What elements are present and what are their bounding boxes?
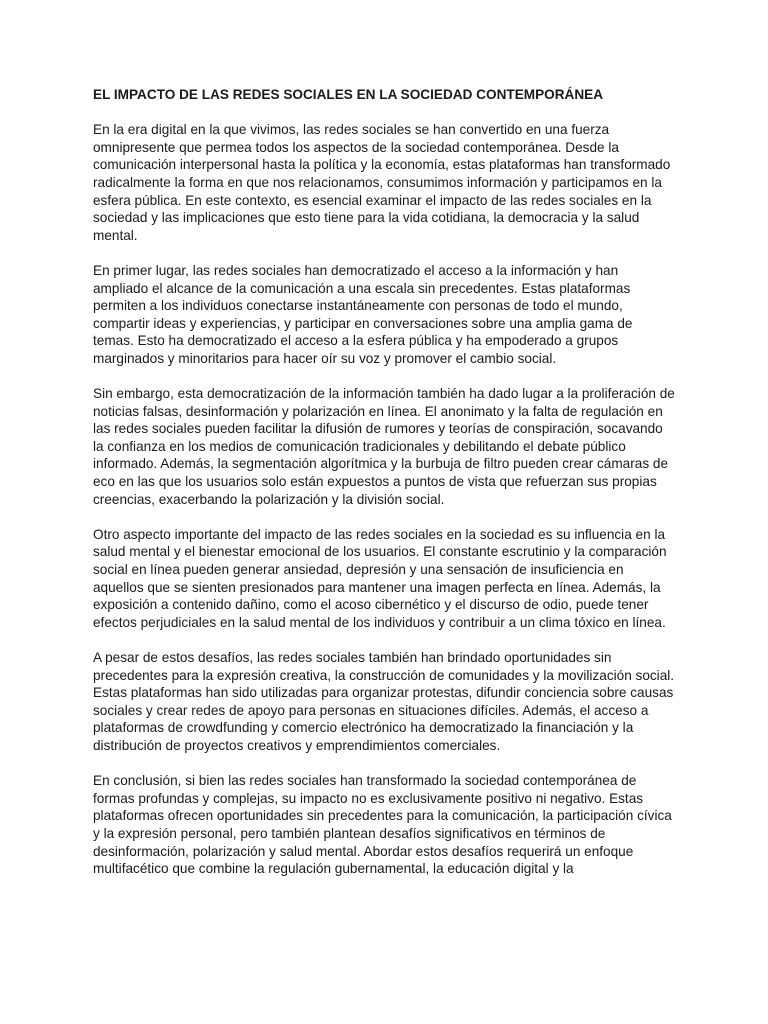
paragraph-5: A pesar de estos desafíos, las redes sociales también han brindado oportunidades sin precedentes para la expresión creativa, la construcción de comunidades y la movilización social. Estas plataformas han sido utilizadas para organizar protestas, difundir conciencia sobre causas sociales y crear redes de apoyo para personas en situaciones difíciles. Además, el acceso a plataformas de crowdfunding y comercio electrónico ha democratizado la financiación y la distribución de proyectos creativos y emprendimientos comerciales. [93, 650, 675, 753]
paragraph-1: En la era digital en la que vivimos, las redes sociales se han convertido en una fuerza omnipresente que permea todos los aspectos de la sociedad contemporánea. Desde la comunicación interpersonal hasta la política y la economía, estas plataformas han transformado radicalmente la forma en que nos relacionamos, consumimos información y participamos en la esfera pública. En este contexto, es esencial examinar el impacto de las redes sociales en la sociedad y las implicaciones que esto tiene para la vida cotidiana, la democracia y la salud mental. [93, 122, 671, 243]
paragraph-3: Sin embargo, esta democratización de la información también ha dado lugar a la proliferación de noticias falsas, desinformación y polarización en línea. El anonimato y la falta de regulación en las redes sociales pueden facilitar la difusión de rumores y teorías de conspiración, socavando la confianza en los medios de comunicación tradicionales y debilitando el debate público informado. Además, la segmentación algorítmica y la burbuja de filtro pueden crear cámaras de eco en las que los usuarios solo están expuestos a puntos de vista que refuerzan sus propias creencias, exacerbando la polarización y la división social. [93, 386, 675, 507]
paragraph-6: En conclusión, si bien las redes sociales han transformado la sociedad contemporánea de formas profundas y complejas, su impacto no es exclusivamente positivo ni negativo. Estas plataformas ofrecen oportunidades sin precedentes para la comunicación, la participación cívica y la expresión personal, pero también plantean desafíos significativos en términos de desinformación, polarización y salud mental. Abordar estos desafíos requerirá un enfoque multifacético que combine la regulación gubernamental, la educación digital y la [93, 773, 672, 877]
paragraph-2: En primer lugar, las redes sociales han democratizado el acceso a la información y han ampliado el alcance de la comunicación a una escala sin precedentes. Estas plataformas permiten a los individuos conectarse instantáneamente con personas de todo el mundo, compartir ideas y experiencias, y participar en conversaciones sobre una amplia gama de temas. Esto ha democratizado el acceso a la esfera pública y ha empoderado a grupos marginados y minoritarios para hacer oír su voz y promover el cambio social. [93, 262, 633, 366]
document-body [93, 86, 677, 895]
paragraph-4: Otro aspecto importante del impacto de las redes sociales en la sociedad es su influencia en la salud mental y el bienestar emocional de los usuarios. El constante escrutinio y la comparación social en línea pueden generar ansiedad, depresión y una sensación de insuficiencia en aquellos que se sienten presionados para mantener una imagen perfecta en línea. Además, la exposición a contenido dañino, como el acoso cibernético y el discurso de odio, puede tener efectos perjudiciales en la salud mental de los individuos y contribuir a un clima tóxico en línea. [93, 526, 667, 630]
document-title: EL IMPACTO DE LAS REDES SOCIALES EN LA SOCIEDAD CONTEMPORÁNEA [93, 87, 604, 102]
